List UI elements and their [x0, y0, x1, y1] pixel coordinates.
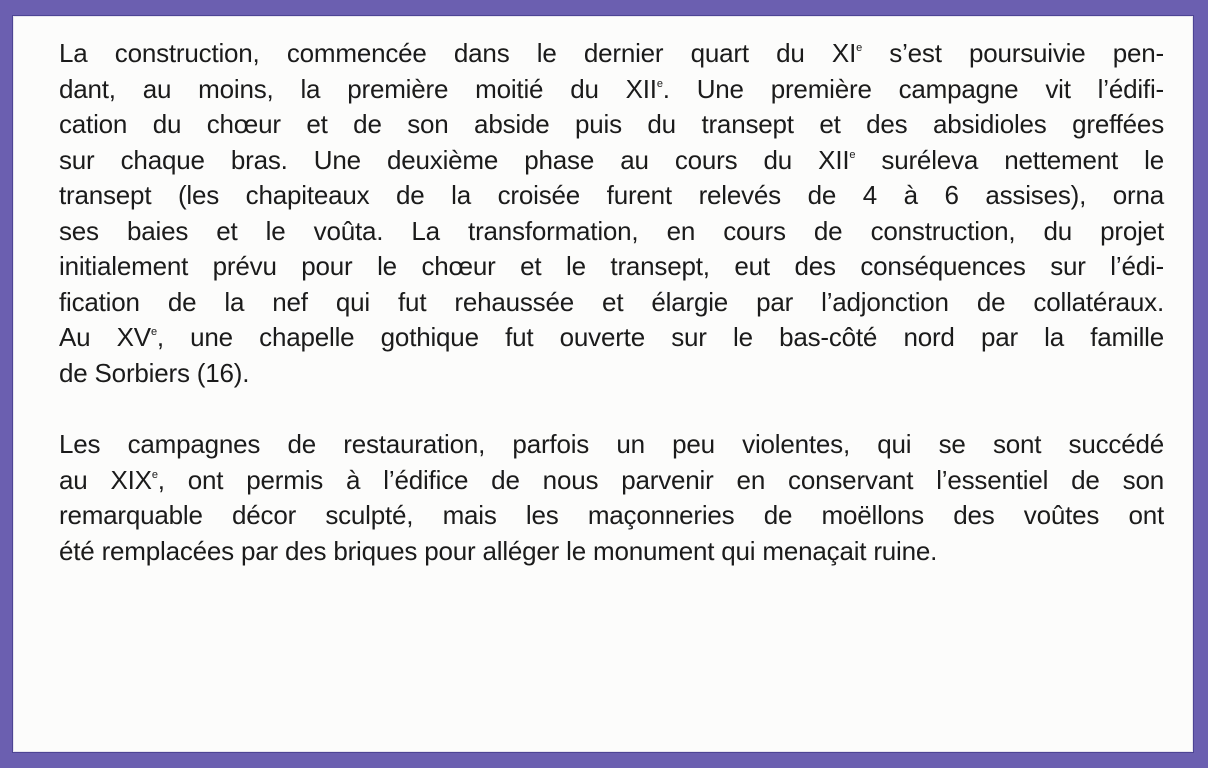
text-line: [59, 498, 1164, 534]
text-segment: été remplacées par des briques pour alléger le monument qui menaçait ruine.: [59, 535, 938, 566]
text-segment: s’est poursuivie pen-: [862, 38, 1164, 68]
page-frame: [12, 15, 1194, 753]
text-segment: transept (les chapiteaux de la croisée furent relevés de 4 à 6 assises), orna: [59, 180, 1164, 210]
text-segment: , ont permis à l’édifice de nous parvenir en conservant l’essentiel de son: [157, 464, 1164, 495]
text-segment: remarquable décor sculpté, mais les maçonneries de moëllons des voûtes ont: [59, 500, 1164, 530]
text-segment: de Sorbiers (16).: [59, 357, 250, 388]
text-line: [59, 285, 1164, 321]
superscript: e: [849, 148, 856, 161]
text-line: [59, 427, 1164, 463]
text-segment: La construction, commencée dans le dernier quart du XI: [59, 38, 857, 68]
text-segment: dant, au moins, la première moitié du XII: [59, 73, 657, 104]
text-line: [59, 36, 1164, 72]
text-line: [59, 534, 1164, 570]
paragraph: [59, 36, 1164, 391]
text-line: [59, 249, 1164, 285]
text-segment: initialement prévu pour le chœur et le transept, eut des conséquences sur l’édi-: [59, 251, 1164, 281]
text-segment: sur chaque bras. Une deuxième phase au cours du XII: [59, 144, 850, 175]
text-segment: . Une première campagne vit l’édifi-: [662, 73, 1164, 104]
superscript: e: [150, 326, 157, 338]
text-line: [59, 72, 1164, 108]
text-line: [59, 214, 1164, 250]
text-segment: suréleva nettement le: [855, 144, 1164, 175]
text-segment: ses baies et le voûta. La transformation, en cours de construction, du projet: [59, 215, 1164, 246]
text-segment: cation du chœur et de son abside puis du transept et des absidioles greffées: [59, 109, 1164, 139]
superscript: e: [151, 468, 158, 481]
paragraph: [59, 427, 1164, 569]
text-line: [59, 320, 1164, 356]
superscript: e: [856, 42, 863, 54]
superscript: e: [656, 77, 663, 90]
text-segment: , une chapelle gothique fut ouverte sur le bas-côté nord par la famille: [156, 322, 1164, 352]
text-segment: Au XV: [59, 322, 151, 352]
text-segment: Les campagnes de restauration, parfois un peu violentes, qui se sont succédé: [59, 429, 1164, 459]
text-line: [59, 178, 1164, 214]
text-line: [59, 356, 1164, 392]
text-line: [59, 107, 1164, 143]
text-segment: au XIX: [59, 464, 152, 495]
text-line: [59, 463, 1164, 499]
document-body: [59, 36, 1164, 569]
paragraph-gap: [59, 391, 1164, 427]
text-segment: fication de la nef qui fut rehaussée et élargie par l’adjonction de collatéraux.: [59, 286, 1164, 317]
text-line: [59, 143, 1164, 179]
